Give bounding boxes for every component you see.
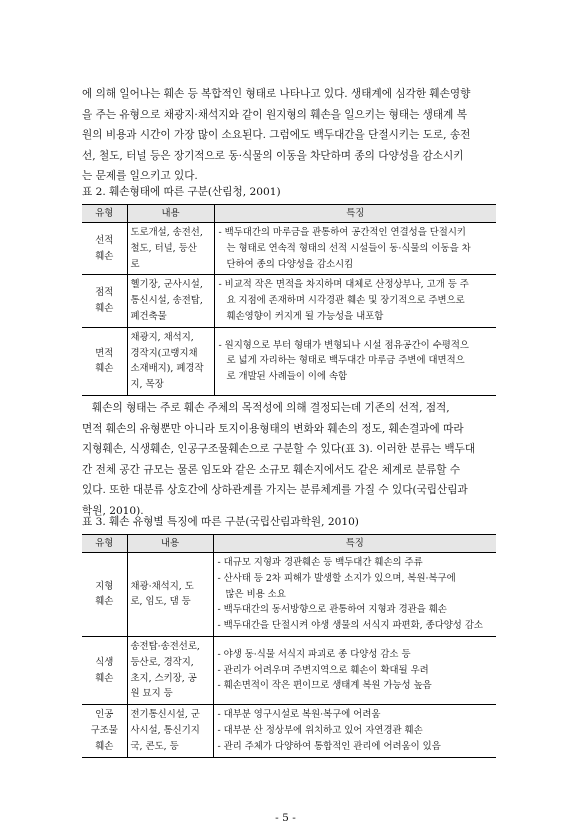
cell-line: 로 [130, 258, 140, 270]
cell-line: 채광지, 채석지, [130, 331, 194, 343]
page-number: - 5 - [275, 812, 296, 824]
intro-paragraph [82, 84, 496, 187]
cell-line: 초지, 스키장, 공 [130, 672, 197, 684]
paragraph-line: 학원, 2010). [82, 504, 144, 517]
type-cell [82, 705, 127, 757]
cell-line: 전기통신시설, 군 [130, 709, 200, 721]
feature-line: - 대부분 산 정상부에 위치하고 있어 자연경관 훼손 [217, 724, 423, 736]
cell-line: 로, 임도, 댐 등 [130, 596, 191, 608]
table-row [82, 705, 496, 757]
cell-line: 인공 [95, 709, 114, 721]
feature-line: - 대규모 지형과 경관훼손 등 백두대간 훼손의 주류 [217, 557, 423, 568]
feature-line: - 야생 동·식물 서식지 파괴로 종 다양성 감소 등 [217, 648, 411, 660]
type-cell [82, 553, 127, 637]
feature-line: 요 지점에 존재하며 시각경관 훼손 및 장기적으로 주변으로 [226, 295, 465, 307]
cell-line: 훼손 [95, 596, 114, 608]
type-cell [82, 327, 127, 395]
column-header: 특징 [213, 535, 496, 553]
cell-line: 지, 목장 [130, 379, 164, 391]
table3-caption: 표 3. 훼손 유형별 특징에 따른 구분(국립산림과학원, 2010) [82, 516, 359, 528]
feature-line: 많은 비용 소요 [225, 588, 286, 600]
body-paragraph-2 [82, 398, 496, 521]
type-cell [82, 636, 127, 704]
paragraph-line: 에 의해 일어나는 훼손 등 복합적인 형태로 나타나고 있다. 생태계에 심각한 훼손영향 [82, 88, 471, 100]
column-header: 내용 [127, 205, 214, 223]
table3 [82, 534, 496, 758]
type-cell [82, 275, 127, 327]
content-cell [127, 705, 213, 757]
cell-line: 훼손 [95, 363, 114, 375]
cell-line: 훼손 [95, 303, 114, 315]
feature-line: 훼손영향이 커지게 될 가능성을 내포함 [226, 310, 384, 322]
paragraph-line: 있다. 또한 대분류 상호간에 상하관계를 가지는 분류체계를 가질 수 있다(국립산림과 [82, 484, 468, 496]
feature-line: 는 형태로 연속적 형태의 선적 시설들이 동·식물의 이동을 차 [226, 242, 471, 254]
paragraph-line: 훼손의 형태는 주로 훼손 주체의 목적성에 의해 결정되는데 기존의 선적, 점적, [92, 402, 450, 414]
table3-header-row [82, 535, 496, 553]
column-header: 특징 [214, 205, 496, 223]
feature-line: - 관리 주체가 다양하여 통합적인 관리에 어려움이 있음 [217, 740, 441, 752]
content-cell [127, 636, 213, 704]
features-cell [213, 636, 496, 704]
cell-line: 등산로, 경작지, [130, 656, 194, 668]
content-cell [127, 553, 213, 637]
paragraph-line: 원의 비용과 시간이 가장 많이 소요된다. 그럼에도 백두대간을 단절시키는 도로, 송전 [82, 129, 471, 141]
cell-line: 식생 [95, 656, 114, 668]
cell-line: 원 묘지 등 [130, 688, 173, 700]
cell-line: 훼손 [95, 250, 114, 262]
features-cell [214, 327, 496, 395]
cell-line: 채광·채석지, 도 [130, 580, 194, 592]
content-cell [127, 327, 214, 395]
cell-line: 구조물 [90, 724, 118, 736]
paragraph-line: 선, 철도, 터널 등은 장기적으로 동·식물의 이동을 차단하며 종의 다양성을 감소시키 [82, 149, 464, 162]
feature-line: 단하여 종의 다양성을 감소시킴 [226, 258, 354, 270]
feature-line: - 원지형으로 부터 형태가 변형되나 시설 점유공간이 수평적으 [218, 339, 469, 351]
cell-line: 헬기장, 군사시설, [130, 279, 203, 291]
cell-line: 철도, 터널, 등산 [130, 242, 197, 254]
feature-line: - 백두대간을 단절시켜 야생 생물의 서식지 파편화, 종다양성 감소 [217, 620, 483, 632]
feature-line: - 산사태 등 2차 피해가 발생할 소지가 있으며, 복원·복구에 [217, 572, 456, 584]
features-cell [214, 275, 496, 327]
table-row [82, 553, 496, 637]
feature-line: - 관리가 어려우며 주변지역으로 훼손이 확대될 우려 [217, 664, 429, 676]
feature-line: - 훼손면적이 작은 편이므로 생태계 복원 가능성 높음 [217, 680, 432, 692]
cell-line: 폐건축물 [130, 310, 167, 322]
content-cell [127, 275, 214, 327]
cell-line: 지형 [95, 580, 114, 592]
cell-line: 국, 콘도, 등 [130, 740, 179, 752]
feature-line: - 백두대간의 마루금을 관통하여 공간적인 연결성을 단절시키 [218, 227, 466, 238]
cell-line: 훼손 [95, 672, 114, 684]
cell-line: 점적 [95, 287, 114, 299]
paragraph-line: 지형훼손, 식생훼손, 인공구조물훼손으로 구분할 수 있다(표 3). 이러한 분류는 백두대 [82, 443, 476, 455]
cell-line: 경작지(고랭지채 [130, 347, 198, 359]
feature-line: - 백두대간의 동서방향으로 관통하여 지형과 경관을 훼손 [217, 604, 447, 616]
table-row [82, 636, 496, 704]
table-row [82, 223, 496, 275]
table2-caption: 표 2. 훼손형태에 따른 구분(산림청, 2001) [82, 186, 281, 198]
table-row [82, 327, 496, 395]
features-cell [213, 553, 496, 637]
features-cell [213, 705, 496, 757]
table2 [82, 204, 496, 396]
cell-line: 도로개설, 송전선, [130, 227, 203, 238]
paragraph-line: 는 문제를 일으키고 있다. [82, 170, 198, 182]
paragraph-line: 을 주는 유형으로 채광지·채석지와 같이 원지형의 훼손을 일으키는 형태는 생태계 복 [82, 108, 467, 121]
cell-line: 사시설, 통신기지 [130, 724, 200, 736]
type-cell [82, 223, 127, 275]
cell-line: 선적 [95, 234, 114, 246]
table2-header-row [82, 205, 496, 223]
column-header: 내용 [127, 535, 213, 553]
column-header: 유형 [82, 205, 127, 223]
feature-line: 로 넓게 자리하는 형태로 백두대간 마루금 주변에 대면적으 [226, 355, 465, 367]
cell-line: 면적 [95, 347, 114, 359]
column-header: 유형 [82, 535, 127, 553]
cell-line: 송전탑·송전선로, [130, 640, 200, 652]
feature-line: - 비교적 작은 면적을 차지하며 대체로 산정상부나, 고개 등 주 [218, 279, 469, 291]
cell-line: 소재배지), 폐경작 [130, 363, 204, 375]
cell-line: 통신시설, 송전탑, [130, 295, 203, 307]
paragraph-line: 간 전체 공간 규모는 물론 임도와 같은 소규모 훼손지에서도 같은 체계로 분류할 수 [82, 463, 461, 476]
features-cell [214, 223, 496, 275]
table-row [82, 275, 496, 327]
cell-line: 훼손 [95, 740, 114, 752]
feature-line: 로 개발된 사례들이 이에 속함 [226, 371, 348, 383]
paragraph-line: 면적 훼손의 유형뿐만 아니라 토지이용형태의 변화와 훼손의 정도, 훼손결과에 따라 [82, 422, 464, 435]
content-cell [127, 223, 214, 275]
feature-line: - 대부분 영구시설로 복원·복구에 어려움 [217, 709, 381, 721]
